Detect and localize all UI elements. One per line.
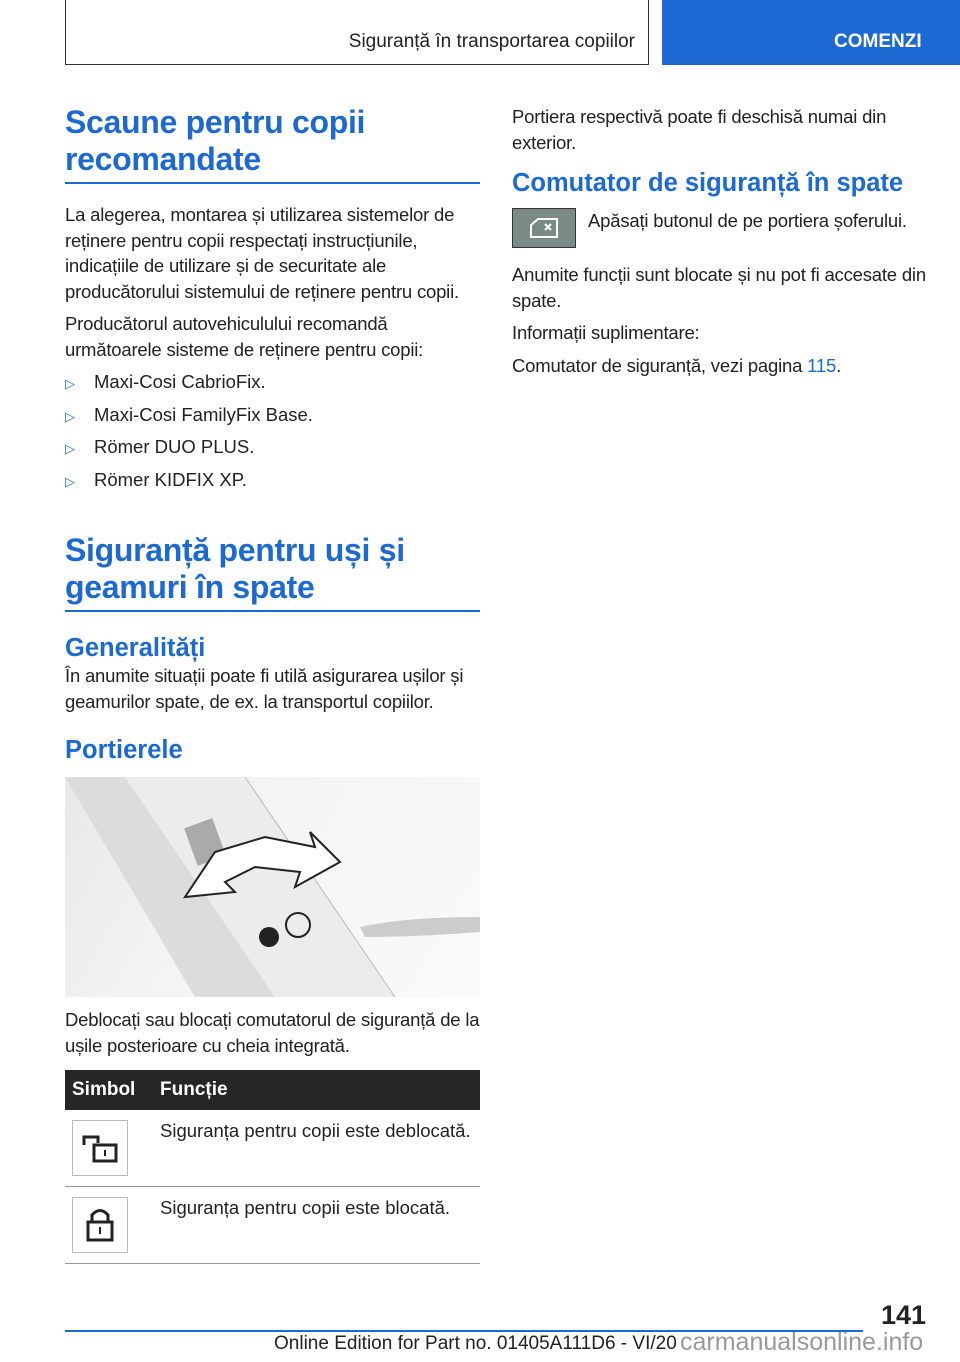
heading-general: Generalități <box>65 634 206 662</box>
left-column <box>65 104 480 1264</box>
edition-text: Online Edition for Part no. 01405A111D6 - VI/20 <box>274 1333 677 1354</box>
paragraph: La alegerea, montarea și utilizarea sistemelor de reținere pentru copii respectați instrucțiunile, indicațiile de utilizare și de securitate ale producătorului sistemului de reținere pentru copii. <box>65 204 459 302</box>
right-column <box>512 104 927 385</box>
heading-recommended-seats: Scaune pentru copii recomandate <box>65 104 480 184</box>
paragraph: Anumite funcții sunt blocate și nu pot fi accesate din spate. <box>512 264 926 311</box>
list-item: ▷ Maxi-Cosi FamilyFix Base. <box>65 402 480 428</box>
symbol-table <box>65 1070 480 1264</box>
heading-doors: Portierele <box>65 736 183 764</box>
section-title: Siguranță în transportarea copiilor <box>348 31 635 52</box>
list-item: ▷ Römer DUO PLUS. <box>65 434 480 460</box>
window-lock-button-icon <box>512 208 576 248</box>
heading-rear-safety-switch: Comutator de siguranță în spate <box>512 169 904 197</box>
header-section <box>65 0 649 65</box>
function-text: Siguranța pentru copii este blocată. <box>153 1187 480 1264</box>
paragraph: Portiera respectivă poate fi deschisă numai din exterior. <box>512 106 887 153</box>
list-item: ▷ Römer KIDFIX XP. <box>65 467 480 493</box>
unlocked-icon <box>72 1120 128 1176</box>
button-instruction: Apăsați butonul de pe portiera șoferului. <box>588 210 907 231</box>
table-row <box>65 1110 480 1187</box>
function-text: Siguranța pentru copii este deblocată. <box>153 1110 480 1187</box>
column-header: Simbol <box>65 1070 153 1110</box>
page-link[interactable]: 115 <box>807 354 837 376</box>
paragraph: Deblocați sau blocați comutatorul de siguranță de la ușile posterioare cu cheia integrată. <box>65 1009 480 1056</box>
list-item: ▷ Maxi-Cosi CabrioFix. <box>65 369 480 395</box>
paragraph: Producătorul autovehiculului recomandă următoarele sisteme de reținere pentru copii: <box>65 313 424 360</box>
door-lock-photo <box>65 777 480 997</box>
watermark: carmanualsonline.info <box>680 1328 924 1356</box>
page-number: 141 <box>880 1300 926 1330</box>
table-row <box>65 1187 480 1264</box>
locked-icon <box>72 1197 128 1253</box>
paragraph: Comutator de siguranță, vezi pagina 115. <box>512 354 842 376</box>
paragraph: Informații suplimentare: <box>512 322 700 343</box>
column-header: Funcție <box>153 1070 480 1110</box>
seat-list <box>65 369 480 492</box>
heading-door-safety: Siguranță pentru uși și geamuri în spate <box>65 532 480 612</box>
paragraph: În anumite situații poate fi utilă asigurarea ușilor și geamurilor spate, de ex. la transportul copiilor. <box>65 665 464 712</box>
tab-comenzi[interactable]: COMENZI <box>662 0 960 65</box>
